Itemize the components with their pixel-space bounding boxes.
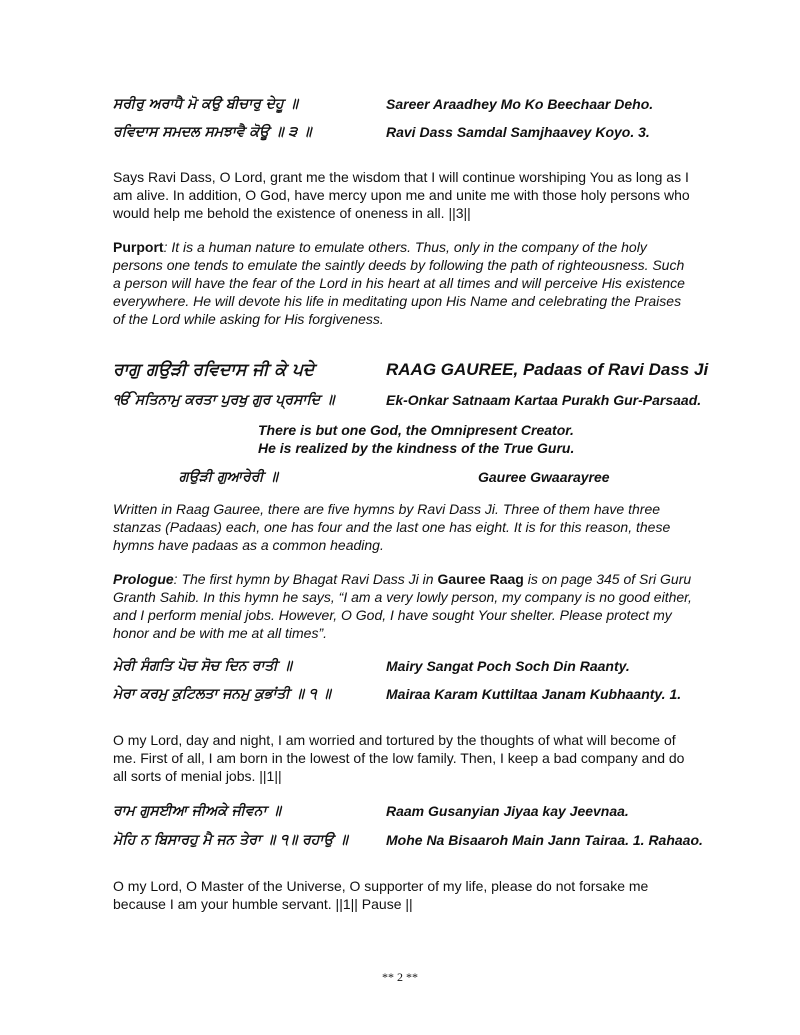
verse-translit-4: Mairaa Karam Kuttiltaa Janam Kubhaanty. 1. — [386, 686, 682, 702]
prologue-raag: Gauree Raag — [437, 571, 524, 587]
prologue-text-a: : The first hymn by Bhagat Ravi Dass Ji in — [173, 571, 438, 587]
verse-gurmukhi-4: ਮੇਰਾ ਕਰਮੁ ਕੁਟਿਲਤਾ ਜਨਮੁ ਕੁਭਾਂਤੀ ॥ ੧ ॥ — [113, 686, 331, 702]
verse-translit-6: Mohe Na Bisaaroh Main Jann Tairaa. 1. Rahaao. — [386, 832, 703, 848]
creator-line-2: He is realized by the kindness of the True Guru. — [258, 440, 575, 456]
prologue-label: Prologue — [113, 571, 174, 587]
verse-gurmukhi-3: ਮੇਰੀ ਸੰਗਤਿ ਪੋਚ ਸੋਚ ਦਿਨ ਰਾਤੀ ॥ — [113, 658, 292, 674]
purport-paragraph — [113, 238, 693, 328]
prologue-text-b: is on page 345 of Sri Guru Granth Sahib. In this hymn he says, “I am a very lowly person, my company is no good either, and I perform menial jobs. However, O God, I have sought Your shelter. Please protect my honor and be with me at all times”. — [113, 571, 692, 641]
paragraph-master: O my Lord, O Master of the Universe, O supporter of my life, please do not forsake me because I am your humble servant. ||1|| Pause || — [113, 878, 649, 912]
purport-text: : It is a human nature to emulate others. Thus, only in the company of the holy persons one tends to emulate the saintly deeds by following the path of righteousness. Such a person will have the fear of the Lord in his heart at all times and will perceive His existence everywhere. He will devote his life in meditating upon His Name and celebrating the Praises of the Lord while asking for His forgiveness. — [113, 239, 685, 327]
gauree-translit: Gauree Gwaarayree — [478, 469, 610, 485]
verse-gurmukhi-6: ਮੋਹਿ ਨ ਬਿਸਾਰਹੁ ਮੈ ਜਨ ਤੇਰਾ ॥ ੧॥ ਰਹਾਉ ॥ — [113, 832, 348, 848]
paragraph-says: Says Ravi Dass, O Lord, grant me the wisdom that I will continue worshiping You as long as I am alive. In addition, O God, have mercy upon me and unite me with those holy persons who would help me behold the existence of oneness in all. ||3|| — [113, 169, 690, 221]
purport-label: Purport — [113, 239, 164, 255]
verse-translit-2: Ravi Dass Samdal Samjhaavey Koyo. 3. — [386, 124, 650, 140]
raag-heading-gurmukhi: ਰਾਗੁ ਗਉੜੀ ਰਵਿਦਾਸ ਜੀ ਕੇ ਪਦੇ — [113, 360, 315, 380]
paragraph-lord: O my Lord, day and night, I am worried and tortured by the thoughts of what will become of me. First of all, I am born in the lowest of the low family. Then, I keep a bad company and do all sorts of menial jobs. ||1|| — [113, 732, 685, 784]
prologue-paragraph — [113, 570, 693, 642]
page-number: ** 2 ** — [382, 970, 418, 984]
verse-translit-1: Sareer Araadhey Mo Ko Beechaar Deho. — [386, 96, 654, 112]
gauree-gurmukhi: ਗਉੜੀ ਗੁਆਰੇਰੀ ॥ — [179, 469, 278, 485]
verse-translit-3: Mairy Sangat Poch Soch Din Raanty. — [386, 658, 630, 674]
verse-translit-5: Raam Gusanyian Jiyaa kay Jeevnaa. — [386, 803, 629, 819]
paragraph-written: Written in Raag Gauree, there are five hymns by Ravi Dass Ji. Three of them have three stanzas (Padaas) each, one has four and the last one has eight. It is for this reason, these hymns have padaas as a common heading. — [113, 501, 671, 553]
verse-gurmukhi-5: ਰਾਮ ਗੁਸਈਆ ਜੀਅਕੇ ਜੀਵਨਾ ॥ — [113, 803, 281, 819]
verse-gurmukhi-2: ਰਵਿਦਾਸ ਸਮਦਲ ਸਮਝਾਵੈ ਕੋਊ ॥ ੩ ॥ — [113, 124, 312, 140]
verse-gurmukhi-1: ਸਰੀਰੁ ਅਰਾਧੈ ਮੋ ਕਉ ਬੀਚਾਰੁ ਦੇਹੂ ॥ — [113, 96, 298, 112]
mool-gurmukhi: ੴ ਸਤਿਨਾਮੁ ਕਰਤਾ ਪੁਰਖੁ ਗੁਰ ਪ੍ਰਸਾਦਿ ॥ — [113, 392, 335, 408]
mool-translit: Ek-Onkar Satnaam Kartaa Purakh Gur-Parsaad. — [386, 392, 702, 408]
raag-heading-english: RAAG GAUREE, Padaas of Ravi Dass Ji — [386, 360, 709, 379]
creator-line-1: There is but one God, the Omnipresent Creator. — [258, 422, 574, 438]
